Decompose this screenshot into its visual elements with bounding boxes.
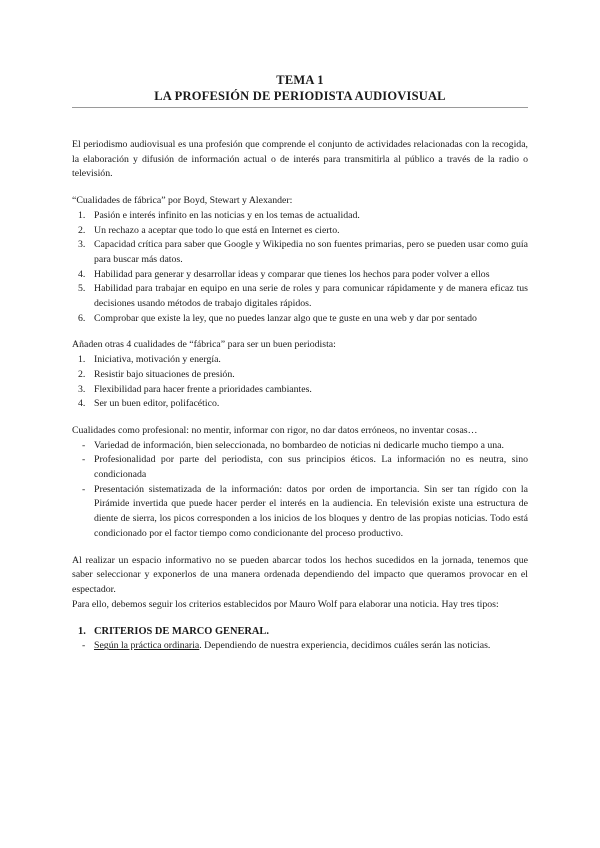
- list-item-text: Habilidad para generar y desarrollar ideas y comparar que tienes los hechos para poder volver a ellos: [94, 268, 490, 280]
- list-item: [72, 639, 528, 654]
- list-item: [72, 238, 528, 267]
- fabrica-heading: “Cualidades de fábrica” por Boyd, Stewart y Alexander:: [72, 195, 293, 207]
- list-item-text: Ser un buen editor, polifacético.: [94, 398, 220, 410]
- list-item-text: . Dependiendo de nuestra experiencia, decidimos cuáles serán las noticias.: [199, 640, 491, 652]
- realizar-paragraph: Al realizar un espacio informativo no se pueden abarcar todos los hechos sucedidos en la jornada, tenemos que saber seleccionar y exponerlos de una manera ordenada dependiendo del impacto que queramos provocar en el espectador.: [72, 554, 528, 595]
- list-item: [72, 453, 528, 482]
- list-item: [72, 282, 528, 311]
- list-item-text: Resistir bajo situaciones de presión.: [94, 368, 235, 380]
- list-item-text: Habilidad para trabajar en equipo en una serie de roles y para comunicar rápidamente y de manera eficaz tus decisiones usando métodos de trabajo digitales rápidos.: [94, 283, 528, 310]
- list-number: 4.: [78, 268, 86, 280]
- list-number: 2.: [78, 368, 86, 380]
- list-item: [72, 312, 528, 327]
- otras-heading: Añaden otras 4 cualidades de “fábrica” para ser un buen periodista:: [72, 339, 336, 351]
- list-item-text: Un rechazo a aceptar que todo lo que está en Internet es cierto.: [94, 224, 340, 236]
- intro-paragraph: El periodismo audiovisual es una profesión que comprende el conjunto de actividades relacionadas con la recogida, la elaboración y difusión de información actual o de interés para transmitirla al público a través de la radio o televisión.: [72, 139, 528, 180]
- profesional-list: [72, 439, 528, 542]
- para-ello-paragraph: Para ello, debemos seguir los criterios establecidos por Mauro Wolf para elaborar una noticia. Hay tres tipos:: [72, 598, 499, 610]
- list-item-text: Capacidad crítica para saber que Google y Wikipedia no son fuentes primarias, pero se pueden usar como guía para buscar más datos.: [94, 239, 528, 265]
- list-number: 3.: [78, 239, 86, 251]
- list-item: [72, 368, 528, 383]
- dash-bullet: -: [82, 439, 86, 451]
- list-item: [72, 397, 528, 412]
- list-number: 5.: [78, 283, 86, 295]
- list-item-text: Presentación sistematizada de la información: datos por orden de importancia. Sin ser tan rígido con la Pirámide invertida que puede hacer perder el interés en la audiencia. En televisión existe una estructura de diente de sierra, los picos corresponden a los inicios de los bloques y dentro de las propias noticias. Todo está condicionado por el factor tiempo como condicionante del proceso productivo.: [94, 483, 528, 539]
- list-item: [72, 353, 528, 368]
- list-item: [72, 209, 528, 224]
- dash-bullet: -: [82, 640, 86, 652]
- list-number: 4.: [78, 398, 86, 410]
- list-number: 3.: [78, 383, 86, 395]
- profesional-heading: Cualidades como profesional: no mentir, informar con rigor, no dar datos erróneos, no inventar cosas…: [72, 424, 478, 436]
- list-number: 1.: [78, 209, 86, 221]
- list-item: [72, 439, 528, 454]
- list-number: 6.: [78, 312, 86, 324]
- list-item-text: Variedad de información, bien seleccionada, no bombardeo de noticias ni dedicarle mucho tiempo a una.: [94, 439, 504, 451]
- title-line-1: TEMA 1: [276, 73, 324, 87]
- dash-bullet: -: [82, 483, 86, 495]
- list-item-text: Flexibilidad para hacer frente a prioridades cambiantes.: [94, 383, 312, 395]
- section-heading-text: CRITERIOS DE MARCO GENERAL.: [94, 626, 269, 638]
- dash-bullet: -: [82, 454, 86, 466]
- otras-list: [72, 353, 528, 412]
- list-number: 1.: [78, 354, 86, 366]
- list-item-text: Pasión e interés infinito en las noticias y en los temas de actualidad.: [94, 209, 360, 221]
- list-item: [72, 268, 528, 283]
- document-page: [72, 72, 528, 654]
- list-item-text: Profesionalidad por parte del periodista, con sus principios éticos. La información no es neutra, sino condicionada: [94, 454, 528, 481]
- page-title: [72, 72, 528, 104]
- list-item: [72, 383, 528, 398]
- list-item: [72, 483, 528, 542]
- fabrica-list: [72, 209, 528, 327]
- title-line-2: LA PROFESIÓN DE PERIODISTA AUDIOVISUAL: [154, 89, 446, 103]
- list-item: [72, 224, 528, 239]
- criterios-list: [72, 639, 528, 654]
- section-heading-criterios: [72, 624, 528, 639]
- list-item-text: Iniciativa, motivación y energía.: [94, 354, 221, 366]
- list-number: 2.: [78, 224, 86, 236]
- section-number: 1.: [78, 626, 86, 638]
- underlined-term: Según la práctica ordinaria: [94, 640, 200, 652]
- list-item-text: Comprobar que existe la ley, que no puedes lanzar algo que te guste en una web y dar por sentado: [94, 312, 477, 324]
